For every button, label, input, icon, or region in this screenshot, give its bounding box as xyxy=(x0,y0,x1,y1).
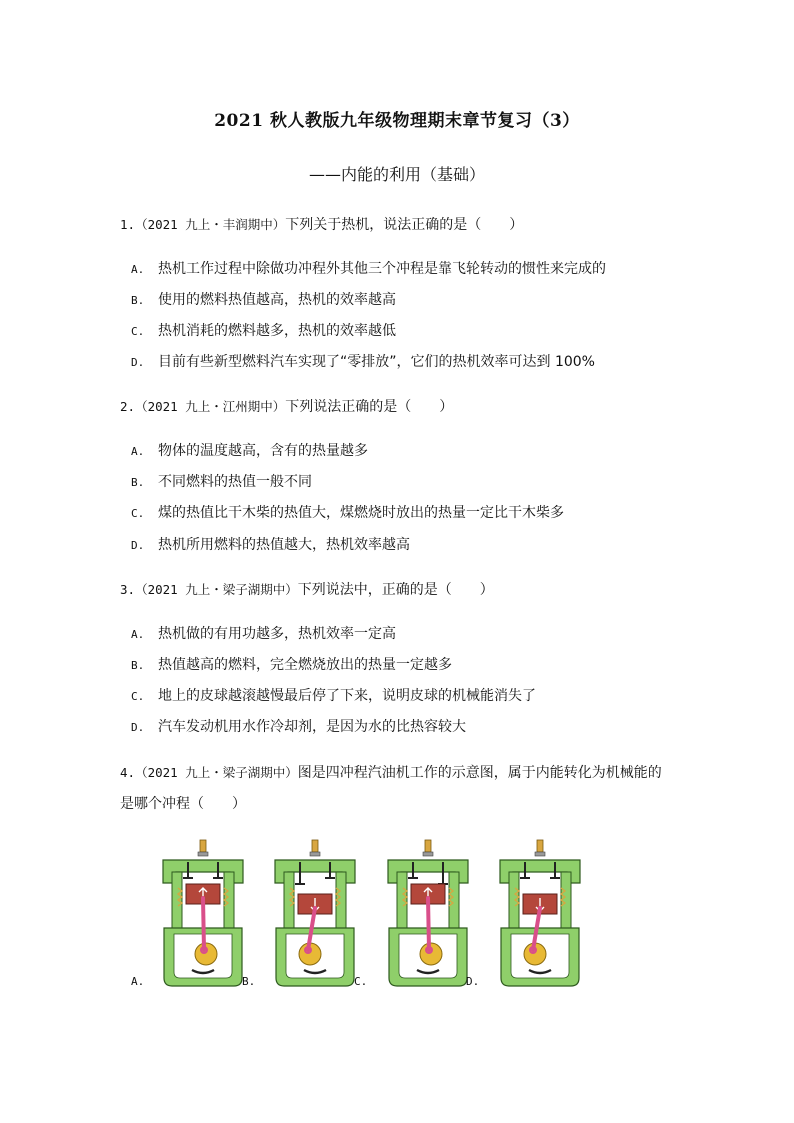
engine-diagram-b xyxy=(270,838,360,988)
option-1d: D. 目前有些新型燃料汽车实现了“零排放”，它们的热机效率可达到 100% xyxy=(131,354,595,370)
image-label-d: D. xyxy=(466,975,480,988)
option-1c: C. 热机消耗的燃料越多，热机的效率越低 xyxy=(131,323,396,339)
engine-diagram-d xyxy=(495,838,585,988)
question-source: （2021 九上・江州期中） xyxy=(135,399,286,414)
engine-diagram-a xyxy=(158,838,248,988)
option-3c: C. 地上的皮球越滚越慢最后停了下来，说明皮球的机械能消失了 xyxy=(131,688,536,704)
page-title: 2021 秋人教版九年级物理期末章节复习（3） xyxy=(214,111,580,131)
question-source: （2021 九上・丰润期中） xyxy=(135,217,286,232)
spark-plug-icon xyxy=(425,840,431,852)
spark-plug-icon xyxy=(312,840,318,852)
question-number: 2. xyxy=(120,399,136,414)
spark-plug-base xyxy=(310,852,320,856)
crank-wheel xyxy=(195,943,217,965)
question-3 xyxy=(120,579,494,599)
option-3d: D. 汽车发动机用水作冷却剂，是因为水的比热容较大 xyxy=(131,719,466,735)
question-4 xyxy=(120,762,662,782)
option-1a: A. 热机工作过程中除做功冲程外其他三个冲程是靠飞轮转动的惯性来完成的 xyxy=(131,261,606,277)
cylinder-wall-right xyxy=(561,872,571,932)
connecting-rod xyxy=(203,898,204,950)
spark-plug-icon xyxy=(200,840,206,852)
option-2d: D. 热机所用燃料的热值越大，热机效率越高 xyxy=(131,537,410,553)
engine-diagram-c xyxy=(383,838,473,988)
spark-plug-base xyxy=(535,852,545,856)
crank-wheel xyxy=(420,943,442,965)
cylinder-wall-right xyxy=(336,872,346,932)
question-source: （2021 九上・梁子湖期中） xyxy=(135,582,298,597)
question-stem: 下列说法正确的是（ ） xyxy=(285,399,454,415)
question-number: 1. xyxy=(120,217,136,232)
spark-plug-base xyxy=(423,852,433,856)
question-number: 3. xyxy=(120,582,136,597)
question-source: （2021 九上・梁子湖期中） xyxy=(135,765,298,780)
question-stem: 下列说法中，正确的是（ ） xyxy=(297,582,494,598)
spark-plug-base xyxy=(198,852,208,856)
question-number: 4. xyxy=(120,765,136,780)
option-2c: C. 煤的热值比干木柴的热值大，煤燃烧时放出的热量一定比干木柴多 xyxy=(131,505,564,521)
option-3a: A. 热机做的有用功越多，热机效率一定高 xyxy=(131,626,396,642)
spark-plug-icon xyxy=(537,840,543,852)
cylinder-wall-right xyxy=(449,872,459,932)
question-2 xyxy=(120,396,453,416)
question-4-stem-continued: 是哪个冲程（ ） xyxy=(120,796,246,812)
option-2b: B. 不同燃料的热值一般不同 xyxy=(131,474,312,490)
question-stem: 下列关于热机，说法正确的是（ ） xyxy=(285,217,524,233)
question-1 xyxy=(120,214,523,234)
option-3b: B. 热值越高的燃料，完全燃烧放出的热量一定越多 xyxy=(131,657,452,673)
option-1b: B. 使用的燃料热值越高，热机的效率越高 xyxy=(131,292,396,308)
image-label-a: A. xyxy=(131,975,145,988)
page-subtitle: ——内能的利用（基础） xyxy=(308,165,485,184)
image-label-b: B. xyxy=(242,975,256,988)
option-2a: A. 物体的温度越高，含有的热量越多 xyxy=(131,443,368,459)
connecting-rod xyxy=(428,898,429,950)
cylinder-wall-right xyxy=(224,872,234,932)
question-stem: 图是四冲程汽油机工作的示意图，属于内能转化为机械能的 xyxy=(297,765,662,781)
image-label-c: C. xyxy=(354,975,368,988)
